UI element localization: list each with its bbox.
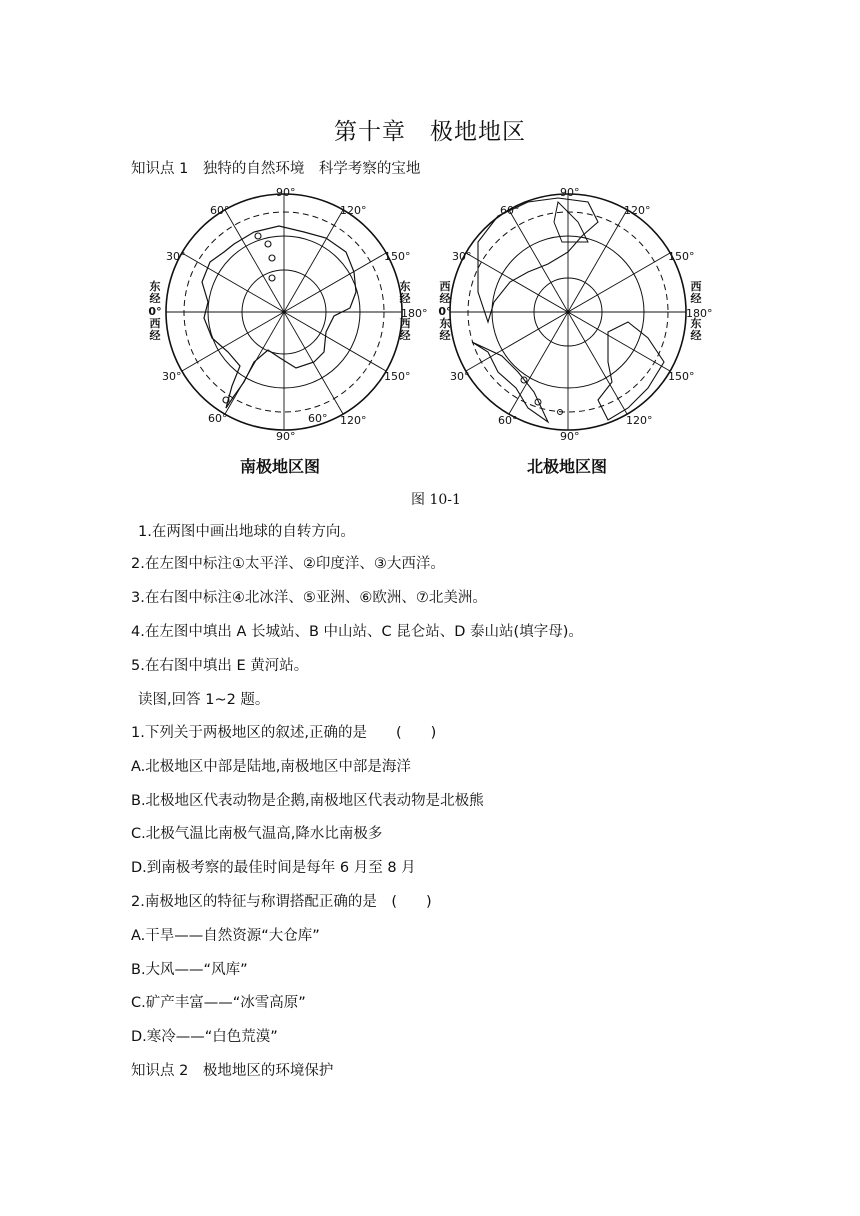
deg-label: 120° <box>340 204 367 217</box>
north-left-zero: 0° <box>438 305 452 318</box>
deg-label: 90° <box>276 186 296 199</box>
north-right-west: 西经 <box>690 280 702 305</box>
task-line: 2.在左图中标注①太平洋、②印度洋、③大西洋。 <box>131 556 445 572</box>
question-option: C.矿产丰富——“冰雪高原” <box>131 995 306 1011</box>
task-line: 5.在右图中填出 E 黄河站。 <box>131 658 309 674</box>
deg-label: 180° <box>686 307 712 320</box>
question-option: A.干旱——自然资源“大仓库” <box>131 928 320 944</box>
deg-label: 120° <box>624 204 651 217</box>
deg-label: 180° <box>401 307 428 320</box>
deg-label: 150° <box>668 370 695 383</box>
deg-label: 30° <box>450 370 470 383</box>
question-option: B.大风——“风库” <box>131 962 248 978</box>
deg-label: 60° <box>210 204 230 217</box>
south-left-west: 西经 <box>149 317 161 342</box>
deg-label: 30° <box>162 370 182 383</box>
north-left-west: 西经 <box>439 280 451 305</box>
north-polar-map <box>432 184 712 446</box>
south-left-zero: 0° <box>148 305 162 318</box>
deg-label: 90° <box>560 430 580 443</box>
section-heading-2: 知识点 2 极地地区的环境保护 <box>131 1063 334 1079</box>
north-left-east: 东经 <box>439 317 451 342</box>
question-intro: 读图,回答 1~2 题。 <box>138 692 270 708</box>
deg-label: 60° <box>500 204 520 217</box>
deg-label: 90° <box>276 430 296 443</box>
deg-label: 120° <box>626 414 653 427</box>
question-option: D.寒冷——“白色荒漠” <box>131 1029 278 1045</box>
question-option: D.到南极考察的最佳时间是每年 6 月至 8 月 <box>131 860 416 876</box>
deg-label: 90° <box>560 186 580 199</box>
deg-label: 60° <box>208 412 228 425</box>
question-option: B.北极地区代表动物是企鹅,南极地区代表动物是北极熊 <box>131 793 484 809</box>
figure-caption: 图 10-1 <box>411 492 461 508</box>
deg-label: 60° <box>308 412 328 425</box>
task-line: 3.在右图中标注④北冰洋、⑤亚洲、⑥欧洲、⑦北美洲。 <box>131 590 487 606</box>
deg-label: 30° <box>452 250 472 263</box>
deg-label: 30° <box>166 250 186 263</box>
question-option: C.北极气温比南极气温高,降水比南极多 <box>131 826 383 842</box>
south-map-caption: 南极地区图 <box>240 457 321 476</box>
question-stem: 2.南极地区的特征与称谓搭配正确的是 ( ) <box>131 894 432 910</box>
deg-label: 120° <box>340 414 367 427</box>
task-line: 4.在左图中填出 A 长城站、B 中山站、C 昆仑站、D 泰山站(填字母)。 <box>131 624 583 640</box>
page-title: 第十章 极地地区 <box>334 119 526 145</box>
north-right-east: 东经 <box>690 317 702 342</box>
south-left-east: 东经 <box>149 280 161 305</box>
deg-label: 150° <box>384 250 411 263</box>
task-line: 1.在两图中画出地球的自转方向。 <box>138 524 355 540</box>
section-heading-1: 知识点 1 独特的自然环境 科学考察的宝地 <box>131 161 421 177</box>
question-stem: 1.下列关于两极地区的叙述,正确的是 ( ) <box>131 725 437 741</box>
deg-label: 150° <box>668 250 695 263</box>
deg-label: 150° <box>384 370 411 383</box>
deg-label: 60° <box>498 414 518 427</box>
north-map-caption: 北极地区图 <box>527 457 608 476</box>
question-option: A.北极地区中部是陆地,南极地区中部是海洋 <box>131 759 411 775</box>
south-right-east: 东经 <box>399 280 411 305</box>
south-polar-map <box>150 184 430 446</box>
south-right-west: 西经 <box>399 317 411 342</box>
